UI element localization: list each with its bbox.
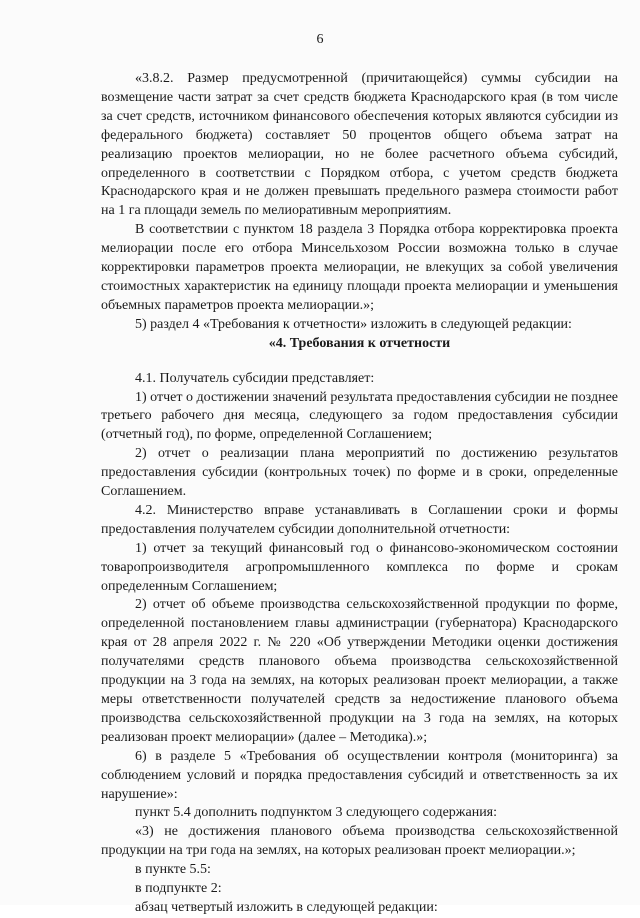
paragraph: абзац четвертый изложить в следующей редакции: [135,899,438,915]
paragraph: 4.1. Получатель субсидии представляет: [135,370,375,386]
paragraph: 5) раздел 4 «Требования к отчетности» изложить в следующей редакции: [135,316,572,332]
paragraph: «3) не достижения планового объема производства сельскохозяйственной продукции на три года на землях, на которых реализован проект мелиорации.»; [101,824,618,859]
page-number: 6 [316,32,324,47]
paragraph: 4.2. Министерство вправе устанавливать в Соглашении сроки и формы предоставления получателем субсидии дополнительной отчетности: [101,502,618,537]
paragraph: 1) отчет за текущий финансовый год о финансово-экономическом состоянии товаропроизводителя агропромышленного комплекса по форме и срокам определенным Соглашением; [101,540,618,594]
paragraph: 6) в разделе 5 «Требования об осуществлении контроля (мониторинга) за соблюдением условий и порядка предоставления субсидий и ответственность за их нарушение»: [101,748,618,802]
paragraph: 1) отчет о достижении значений результата предоставления субсидии не позднее третьего рабочего дня месяца, следующего за годом предоставления субсидии (отчетный год), по форме, определенной Соглашением; [101,389,618,443]
paragraph: в подпункте 2: [135,881,222,897]
paragraph: 2) отчет об объеме производства сельскохозяйственной продукции по форме, определенной постановлением главы администрации (губернатора) Краснодарского края от 28 апреля 2022 г. № 220 «Об утверждении Методики оценки достижения получателями средств планового объема производства сельскохозяйственной продукции на 3 года на землях, на которых реализован проект мелиорации, а также меры ответственности получателей средств за недостижение планового объема производства сельскохозяйственной продукции на 3 года на землях, на которых реализован проект мелиорации» (далее – Методика).»; [101,597,618,745]
paragraph: В соответствии с пунктом 18 раздела 3 Порядка отбора корректировка проекта мелиорации после его отбора Минсельхозом России возможна только в случае корректировки параметров проекта мелиорации, не влекущих за собой увеличения стоимостных характеристик на единицу площади проекта мелиорации и уменьшения объемных параметров проекта мелиорации.»; [101,222,618,313]
section-heading: «4. Требования к отчетности [268,335,451,351]
paragraph: 2) отчет о реализации плана мероприятий по достижению результатов предоставления субсидии (контрольных точек) по форме и в сроки, определенные Соглашением. [101,446,618,500]
paragraph: «3.8.2. Размер предусмотренной (причитающейся) суммы субсидии на возмещение части затрат за счет средств бюджета Краснодарского края (в том числе за счет средств, источником финансового обеспечения которых являются субсидии из федерального бюджета) составляет 50 процентов общего объема затрат на реализацию проектов мелиорации, но не более расчетного объема субсидий, определенного в соответствии с Порядком отбора, с учетом средств бюджета Краснодарского края и не должен превышать предельного размера стоимости работ на 1 га площади земель по мелиоративным мероприятиям. [101,71,618,219]
document-body [101,70,618,918]
paragraph: пункт 5.4 дополнить подпунктом 3 следующего содержания: [135,805,498,821]
paragraph: в пункте 5.5: [135,862,211,878]
